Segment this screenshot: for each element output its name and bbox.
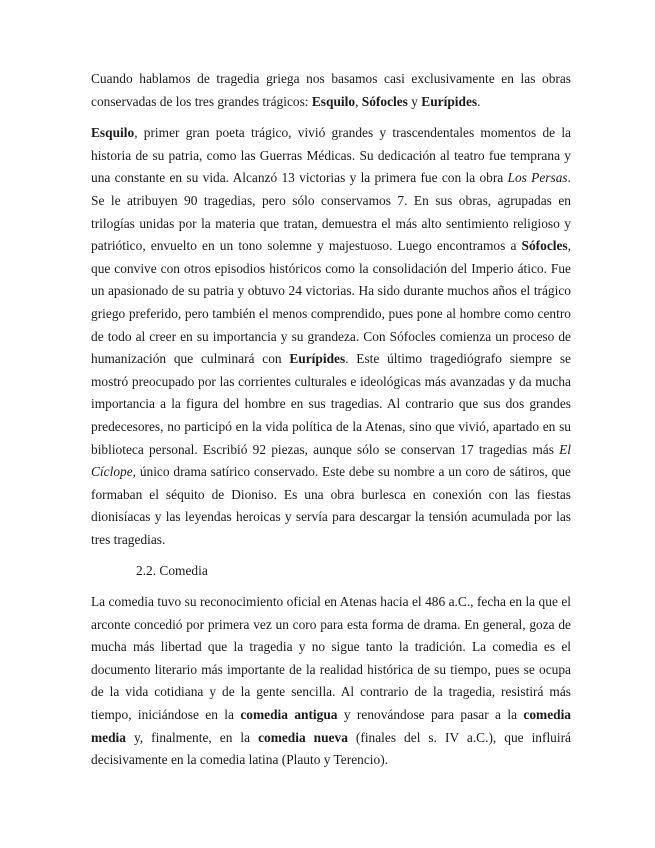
text-segment: , único drama satírico conservado. Este debe su nombre a un coro de sátiros, que formaban el séquito de Dioniso. Es una obra burlesca en conexión con las fiestas dionisíacas y las leyendas heroicas y servía para descargar la tensión acumulada por las tres tragedias. [91,464,571,547]
author-esquilo: Esquilo [311,93,356,109]
tragedy-paragraph [91,122,571,551]
section-heading: 2.2. Comedia [136,563,208,579]
term-comedia-nueva: comedia nueva [258,729,348,745]
text-segment: , que convive con otros episodios históricos como la consolidación del Imperio ático. Fue un apasionado de su patria y obtuvo 24 victorias. Ha sido durante muchos años el trágico griego preferido, pero también el menos comprendido, pues pone al hombre como centro de todo al creer en su importancia y su grandeza. Con Sófocles comienza un proceso de humanización que culminará con [91,238,571,367]
separator: , [355,93,362,109]
period: . [477,93,481,109]
text-segment: , primer gran poeta trágico, vivió grandes y trascendentales momentos de la historia de su patria, como las Guerras Médicas. Su dedicación al teatro fue temprana y una constante en su vida. Alcanzó 13 victorias y la primera fue con la obra [91,125,571,186]
text-segment: (finales del s. IV a.C.), que influirá decisivamente en la comedia latina (Plauto y Terencio). [91,729,571,768]
work-title: Los Persas [507,170,568,186]
text-segment: . Se le atribuyen 90 tragedias, pero sólo conservamos 7. En sus obras, agrupadas en trilogías unidas por la materia que tratan, demuestra el más alto sentimiento religioso y patriótico, envuelto en un tono solemne y majestuoso. Luego encontramos a [91,170,571,254]
text-segment: La comedia tuvo su reconocimiento oficial en Atenas hacia el 486 a.C., fecha en la que el arconte concedió por primera vez un coro para esta forma de drama. En general, goza de mucha más libertad que la tragedia y no sigue tanto la tradición. La comedia es el documento literario más importante de la realidad histórica de su tiempo, pues se ocupa de la vida cotidiana y de la gente sencilla. Al contrario de la tragedia, resistirá más tiempo, iniciándose en la [91,594,571,723]
separator: y [407,93,422,109]
text-segment: y, finalmente, en la [125,729,259,745]
text-segment: y renovándose para pasar a la [337,707,524,723]
intro-paragraph [91,68,571,113]
author-euripides: Eurípides [289,351,346,367]
term-comedia-media: comedia media [91,707,572,745]
term-comedia-antigua: comedia antigua [240,707,338,723]
author-sofocles: Sófocles [361,93,408,109]
author-sofocles: Sófocles [521,238,568,254]
intro-text: Cuando hablamos de tragedia griega nos basamos casi exclusivamente en las obras conservadas de los tres grandes trágicos: [91,71,571,109]
text-segment: . Este último tragediógrafo siempre se mostró preocupado por las corrientes culturales e ideológicas más avanzadas y da mucha importancia a la figura del hombre en sus tragedias. Al contrario que sus dos grandes predecesores, no participó en la vida política de la Atenas, sino que vivió, apartado en su biblioteca personal. Escribió 92 piezas, aunque sólo se conservan 17 tragedias más [91,351,572,457]
author-euripides: Eurípides [421,93,478,109]
work-title: El Cíclope [91,441,571,480]
author-esquilo: Esquilo [91,125,135,141]
comedy-paragraph [91,591,571,772]
